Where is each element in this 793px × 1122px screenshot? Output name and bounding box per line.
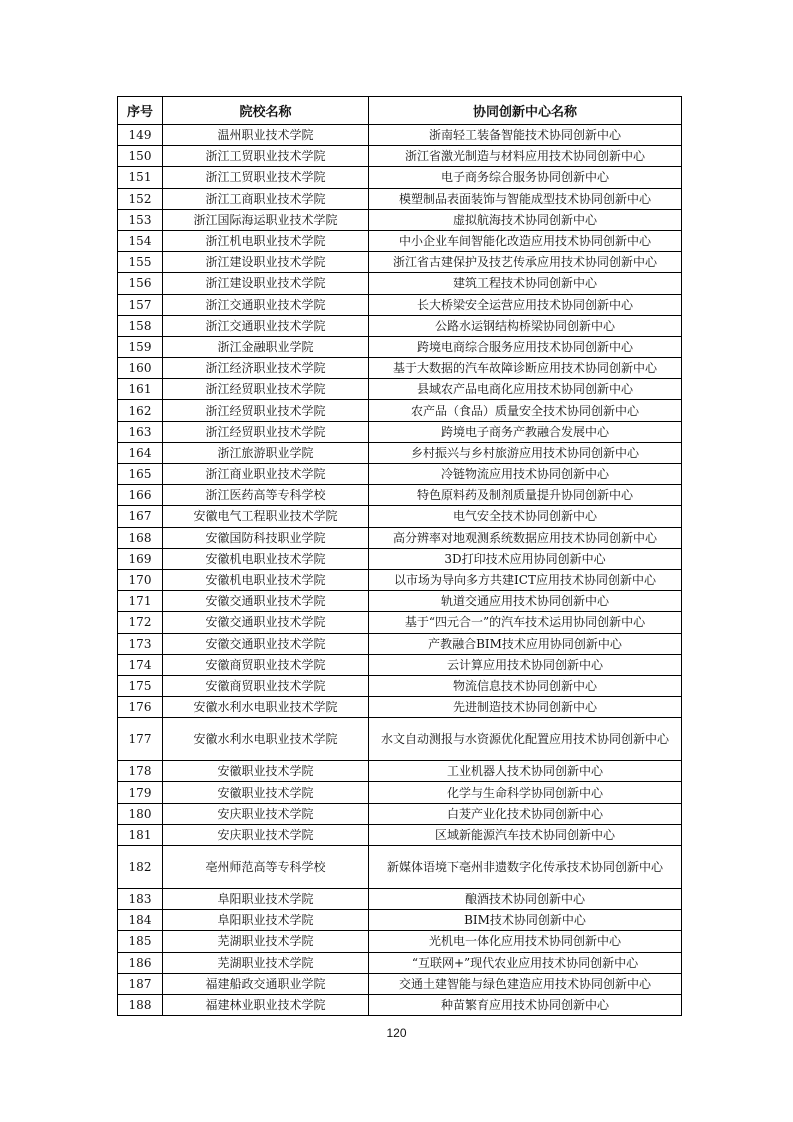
school-name-cell: 安徽职业技术学院 [163, 761, 369, 782]
table-row [118, 548, 682, 569]
school-name-cell: 浙江医药高等专科学校 [163, 485, 369, 506]
school-name-cell: 安徽机电职业技术学院 [163, 548, 369, 569]
center-name-cell: 公路水运钢结构桥梁协同创新中心 [369, 315, 682, 336]
table-row [118, 379, 682, 400]
serial-number-cell: 161 [118, 379, 163, 400]
center-name-cell: 区域新能源汽车技术协同创新中心 [369, 824, 682, 845]
serial-number-cell: 151 [118, 167, 163, 188]
center-name-cell: 高分辨率对地观测系统数据应用技术协同创新中心 [369, 527, 682, 548]
school-name-cell: 安庆职业技术学院 [163, 824, 369, 845]
center-name-cell: 轨道交通应用技术协同创新中心 [369, 591, 682, 612]
center-name-cell: 物流信息技术协同创新中心 [369, 675, 682, 696]
serial-number-cell: 155 [118, 252, 163, 273]
table-row [118, 654, 682, 675]
center-name-cell: 化学与生命科学协同创新中心 [369, 782, 682, 803]
table-row [118, 506, 682, 527]
serial-number-cell: 185 [118, 931, 163, 952]
serial-number-cell: 173 [118, 633, 163, 654]
school-name-cell: 福建林业职业技术学院 [163, 994, 369, 1015]
serial-number-cell: 169 [118, 548, 163, 569]
serial-number-cell: 176 [118, 697, 163, 718]
school-name-cell: 亳州师范高等专科学校 [163, 846, 369, 889]
school-name-cell: 阜阳职业技术学院 [163, 910, 369, 931]
center-name-cell: 基于大数据的汽车故障诊断应用技术协同创新中心 [369, 358, 682, 379]
center-name-cell: 虚拟航海技术协同创新中心 [369, 209, 682, 230]
school-name-cell: 浙江工商职业技术学院 [163, 188, 369, 209]
center-name-cell: 产教融合BIM技术应用协同创新中心 [369, 633, 682, 654]
center-name-cell: 建筑工程技术协同创新中心 [369, 273, 682, 294]
school-name-cell: 浙江金融职业学院 [163, 336, 369, 357]
table-row [118, 697, 682, 718]
table-row [118, 273, 682, 294]
table-row [118, 782, 682, 803]
serial-number-cell: 159 [118, 336, 163, 357]
serial-number-cell: 182 [118, 846, 163, 889]
center-name-cell: 光机电一体化应用技术协同创新中心 [369, 931, 682, 952]
school-name-cell: 浙江经贸职业技术学院 [163, 400, 369, 421]
table-row [118, 485, 682, 506]
school-name-cell: 浙江建设职业技术学院 [163, 252, 369, 273]
serial-number-cell: 162 [118, 400, 163, 421]
school-name-cell: 浙江国际海运职业技术学院 [163, 209, 369, 230]
serial-number-cell: 149 [118, 125, 163, 146]
serial-number-cell: 163 [118, 421, 163, 442]
table-row [118, 252, 682, 273]
school-name-cell: 浙江机电职业技术学院 [163, 230, 369, 251]
serial-number-cell: 157 [118, 294, 163, 315]
center-name-cell: BIM技术协同创新中心 [369, 910, 682, 931]
school-name-cell: 安徽机电职业技术学院 [163, 569, 369, 590]
table-row [118, 442, 682, 463]
institution-table [117, 96, 682, 1016]
school-name-cell: 浙江商业职业技术学院 [163, 464, 369, 485]
table-row [118, 761, 682, 782]
center-name-cell: 基于“四元合一”的汽车技术运用协同创新中心 [369, 612, 682, 633]
school-name-cell: 安徽商贸职业技术学院 [163, 654, 369, 675]
serial-number-cell: 171 [118, 591, 163, 612]
table-row [118, 146, 682, 167]
center-name-cell: 电气安全技术协同创新中心 [369, 506, 682, 527]
table-row [118, 464, 682, 485]
table-row [118, 803, 682, 824]
table-row [118, 336, 682, 357]
center-name-cell: 浙江省激光制造与材料应用技术协同创新中心 [369, 146, 682, 167]
center-name-cell: 种苗繁育应用技术协同创新中心 [369, 994, 682, 1015]
school-name-cell: 安徽职业技术学院 [163, 782, 369, 803]
school-name-cell: 浙江交通职业技术学院 [163, 294, 369, 315]
school-name-cell: 芜湖职业技术学院 [163, 952, 369, 973]
table-body [118, 125, 682, 1016]
school-name-cell: 安徽交通职业技术学院 [163, 591, 369, 612]
page-number: 120 [386, 1026, 407, 1040]
serial-number-cell: 160 [118, 358, 163, 379]
school-name-cell: 浙江经贸职业技术学院 [163, 379, 369, 400]
school-name-cell: 安庆职业技术学院 [163, 803, 369, 824]
center-name-cell: 白茇产业化技术协同创新中心 [369, 803, 682, 824]
school-name-cell: 浙江工贸职业技术学院 [163, 167, 369, 188]
table-row [118, 167, 682, 188]
school-name-cell: 浙江经济职业技术学院 [163, 358, 369, 379]
center-name-cell: 县域农产品电商化应用技术协同创新中心 [369, 379, 682, 400]
table-row [118, 994, 682, 1015]
table-row [118, 591, 682, 612]
table-row [118, 633, 682, 654]
table-row [118, 931, 682, 952]
table-row [118, 358, 682, 379]
table-row [118, 952, 682, 973]
header-center-name: 协同创新中心名称 [369, 97, 682, 125]
school-name-cell: 安徽水利水电职业技术学院 [163, 718, 369, 761]
table-row [118, 294, 682, 315]
serial-number-cell: 166 [118, 485, 163, 506]
serial-number-cell: 174 [118, 654, 163, 675]
serial-number-cell: 164 [118, 442, 163, 463]
school-name-cell: 安徽交通职业技术学院 [163, 612, 369, 633]
center-name-cell: 电子商务综合服务协同创新中心 [369, 167, 682, 188]
table-row [118, 527, 682, 548]
center-name-cell: 乡村振兴与乡村旅游应用技术协同创新中心 [369, 442, 682, 463]
serial-number-cell: 184 [118, 910, 163, 931]
serial-number-cell: 170 [118, 569, 163, 590]
center-name-cell: 中小企业车间智能化改造应用技术协同创新中心 [369, 230, 682, 251]
school-name-cell: 芜湖职业技术学院 [163, 931, 369, 952]
table-row [118, 973, 682, 994]
serial-number-cell: 179 [118, 782, 163, 803]
serial-number-cell: 181 [118, 824, 163, 845]
table-row [118, 188, 682, 209]
school-name-cell: 阜阳职业技术学院 [163, 889, 369, 910]
center-name-cell: 跨境电子商务产教融合发展中心 [369, 421, 682, 442]
table-row [118, 569, 682, 590]
school-name-cell: 温州职业技术学院 [163, 125, 369, 146]
center-name-cell: “互联网+”现代农业应用技术协同创新中心 [369, 952, 682, 973]
center-name-cell: 工业机器人技术协同创新中心 [369, 761, 682, 782]
school-name-cell: 浙江交通职业技术学院 [163, 315, 369, 336]
center-name-cell: 浙南轻工装备智能技术协同创新中心 [369, 125, 682, 146]
table-row [118, 824, 682, 845]
table-header-row [118, 97, 682, 125]
center-name-cell: 冷链物流应用技术协同创新中心 [369, 464, 682, 485]
center-name-cell: 先进制造技术协同创新中心 [369, 697, 682, 718]
school-name-cell: 安徽国防科技职业学院 [163, 527, 369, 548]
serial-number-cell: 178 [118, 761, 163, 782]
table-row [118, 315, 682, 336]
serial-number-cell: 183 [118, 889, 163, 910]
center-name-cell: 特色原料药及制剂质量提升协同创新中心 [369, 485, 682, 506]
center-name-cell: 以市场为导向多方共建ICT应用技术协同创新中心 [369, 569, 682, 590]
serial-number-cell: 180 [118, 803, 163, 824]
center-name-cell: 云计算应用技术协同创新中心 [369, 654, 682, 675]
serial-number-cell: 168 [118, 527, 163, 548]
school-name-cell: 浙江工贸职业技术学院 [163, 146, 369, 167]
serial-number-cell: 186 [118, 952, 163, 973]
center-name-cell: 农产品（食品）质量安全技术协同创新中心 [369, 400, 682, 421]
center-name-cell: 酿酒技术协同创新中心 [369, 889, 682, 910]
serial-number-cell: 167 [118, 506, 163, 527]
table-row [118, 400, 682, 421]
table-row [118, 718, 682, 761]
school-name-cell: 浙江建设职业技术学院 [163, 273, 369, 294]
table-row [118, 209, 682, 230]
center-name-cell: 3D打印技术应用协同创新中心 [369, 548, 682, 569]
center-name-cell: 水文自动测报与水资源优化配置应用技术协同创新中心 [369, 718, 682, 761]
center-name-cell: 新媒体语境下亳州非遗数字化传承技术协同创新中心 [369, 846, 682, 889]
table-row [118, 125, 682, 146]
header-school-name: 院校名称 [163, 97, 369, 125]
school-name-cell: 浙江旅游职业学院 [163, 442, 369, 463]
serial-number-cell: 188 [118, 994, 163, 1015]
table-row [118, 675, 682, 696]
serial-number-cell: 172 [118, 612, 163, 633]
serial-number-cell: 187 [118, 973, 163, 994]
table-row [118, 846, 682, 889]
school-name-cell: 安徽电气工程职业技术学院 [163, 506, 369, 527]
school-name-cell: 安徽水利水电职业技术学院 [163, 697, 369, 718]
serial-number-cell: 165 [118, 464, 163, 485]
table-row [118, 421, 682, 442]
center-name-cell: 模塑制品表面装饰与智能成型技术协同创新中心 [369, 188, 682, 209]
center-name-cell: 交通土建智能与绿色建造应用技术协同创新中心 [369, 973, 682, 994]
header-serial-number: 序号 [118, 97, 163, 125]
table-row [118, 910, 682, 931]
table-row [118, 612, 682, 633]
serial-number-cell: 156 [118, 273, 163, 294]
serial-number-cell: 177 [118, 718, 163, 761]
center-name-cell: 长大桥梁安全运营应用技术协同创新中心 [369, 294, 682, 315]
table-row [118, 230, 682, 251]
school-name-cell: 福建船政交通职业学院 [163, 973, 369, 994]
serial-number-cell: 154 [118, 230, 163, 251]
serial-number-cell: 150 [118, 146, 163, 167]
serial-number-cell: 158 [118, 315, 163, 336]
school-name-cell: 安徽交通职业技术学院 [163, 633, 369, 654]
serial-number-cell: 175 [118, 675, 163, 696]
school-name-cell: 安徽商贸职业技术学院 [163, 675, 369, 696]
serial-number-cell: 152 [118, 188, 163, 209]
table-row [118, 889, 682, 910]
center-name-cell: 浙江省古建保护及技艺传承应用技术协同创新中心 [369, 252, 682, 273]
school-name-cell: 浙江经贸职业技术学院 [163, 421, 369, 442]
center-name-cell: 跨境电商综合服务应用技术协同创新中心 [369, 336, 682, 357]
serial-number-cell: 153 [118, 209, 163, 230]
